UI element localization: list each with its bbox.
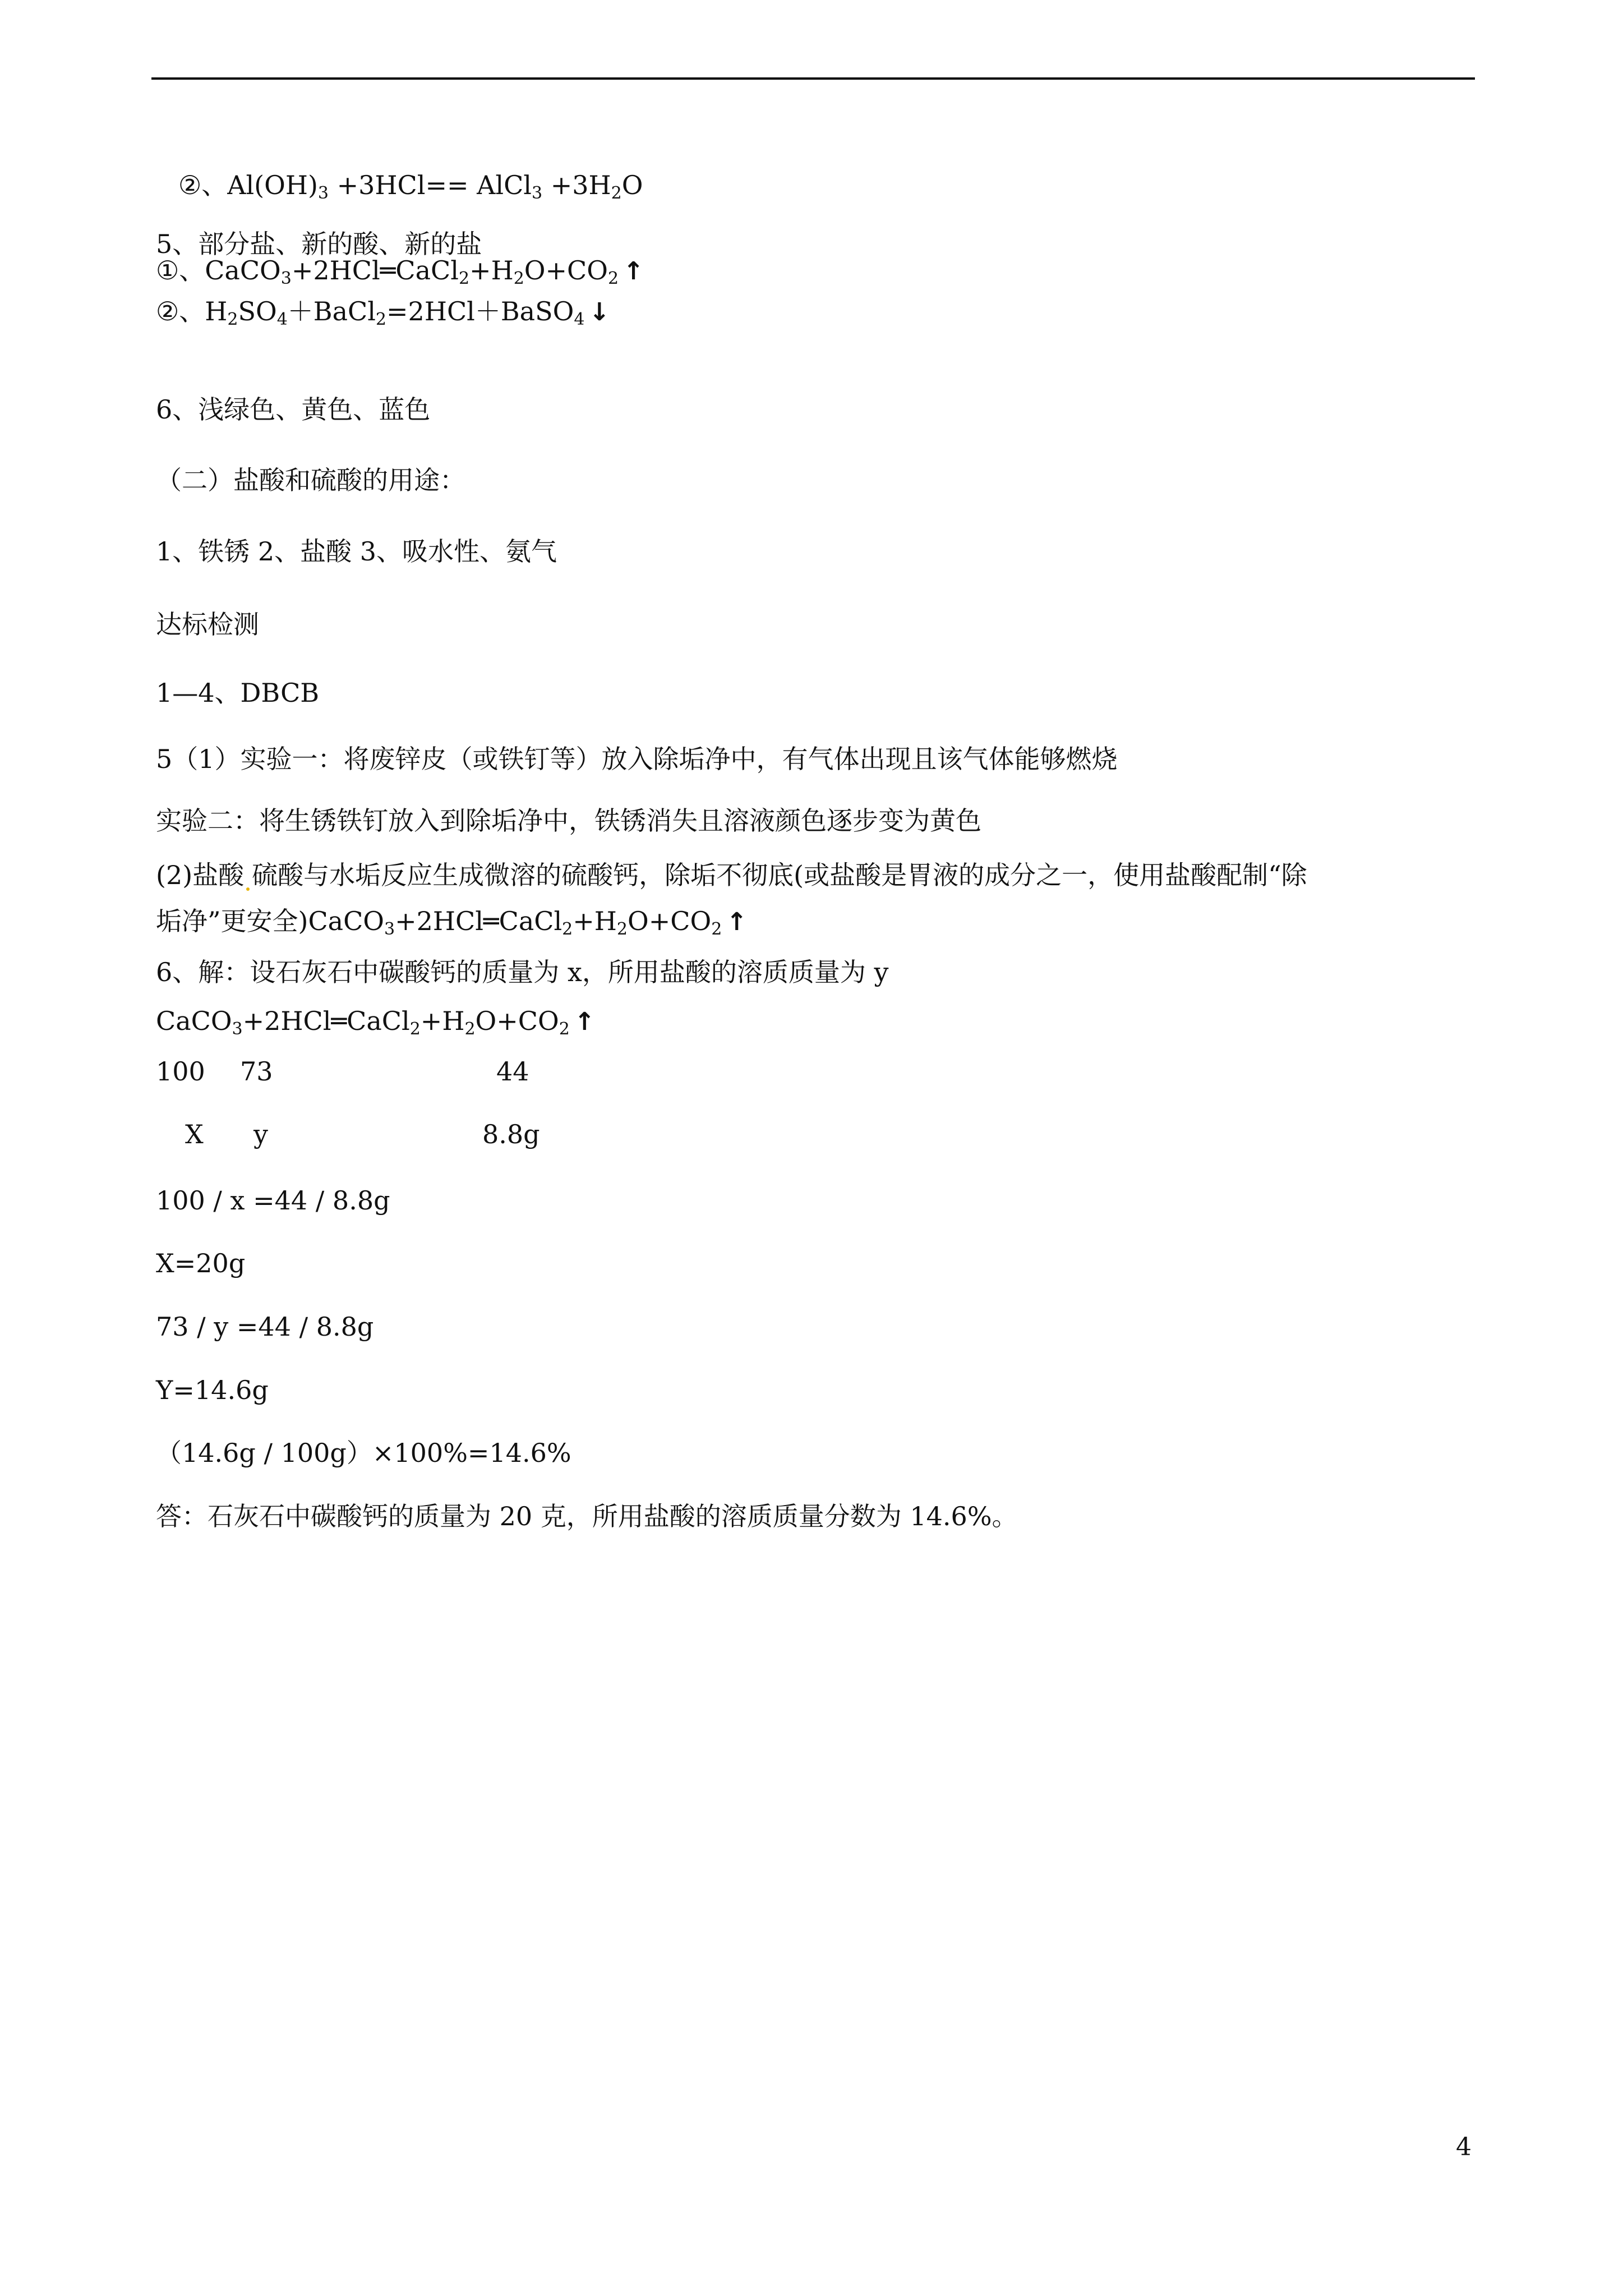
answer-6-equation: $CaCO_3+2HCl═CaCl_2+H_2O+CO_2$ ↑: [156, 1006, 595, 1039]
ratio-caco3-mass: 100: [156, 1056, 205, 1087]
page-number: 4: [1456, 2133, 1472, 2161]
known-co2: 8.8g: [482, 1119, 540, 1149]
answers-1-4: 1—4、DBCB: [156, 678, 320, 708]
mark-dot-icon: [246, 887, 250, 891]
unknown-x: X: [185, 1119, 204, 1149]
equation-h2so4-bacl2: ②、$H_2SO_4+BaCl_2=2HCl+BaSO_4$ ↓: [156, 296, 610, 329]
equation-al-oh3: ②、$Al(OH)_3 +3HCl==$ AlCl$_3$ $+3H_2O$: [178, 170, 643, 203]
percentage-calculation: （14.6g / 100g）×100%=14.6%: [156, 1438, 571, 1468]
uses-answers: 1、铁锈 2、盐酸 3、吸水性、氨气: [156, 536, 557, 567]
final-answer: 答：石灰石中碳酸钙的质量为 20 克，所用盐酸的溶质质量分数为 14.6%。: [156, 1501, 1018, 1531]
ratio-co2-mass: 44: [496, 1056, 529, 1087]
gas-arrow-icon: ↑: [726, 908, 748, 936]
gas-arrow-icon: ↑: [574, 1007, 595, 1036]
item-5-heading: 5、部分盐、新的酸、新的盐: [156, 229, 482, 259]
result-x: X=20g: [156, 1248, 246, 1278]
item-6-colors: 6、浅绿色、黄色、蓝色: [156, 394, 431, 425]
test-heading: 达标检测: [156, 609, 259, 639]
equation-caco3-hcl: ①、$CaCO_3+2HCl═CaCl_2+H_2O+CO_2$ ↑: [156, 255, 644, 288]
proportion-y: 73 / y =44 / 8.8g: [156, 1312, 374, 1342]
proportion-x: 100 / x =44 / 8.8g: [156, 1185, 390, 1216]
header-rule: [151, 77, 1475, 80]
ratio-hcl-mass: 73: [240, 1056, 273, 1087]
unknown-y: y: [253, 1119, 268, 1149]
answer-6-setup: 6、解：设石灰石中碳酸钙的质量为 x，所用盐酸的溶质质量为 y: [156, 957, 889, 987]
section-uses-heading: （二）盐酸和硫酸的用途：: [156, 465, 465, 495]
answer-5-part2-line2: 垢净”更安全)$CaCO_3+2HCl═CaCl_2+H_2O+CO_2$ ↑: [156, 906, 748, 939]
answer-5-part1-exp2: 实验二：将生锈铁钉放入到除垢净中，铁锈消失且溶液颜色逐步变为黄色: [156, 806, 981, 836]
answer-5-part1-exp1: 5（1）实验一：将废锌皮（或铁钉等）放入除垢净中，有气体出现且该气体能够燃烧: [156, 744, 1118, 774]
precipitate-arrow-icon: ↓: [589, 298, 610, 326]
gas-arrow-icon: ↑: [623, 257, 644, 286]
result-y: Y=14.6g: [156, 1375, 269, 1405]
answer-5-part2-line1: (2)盐酸 硫酸与水垢反应生成微溶的硫酸钙，除垢不彻底(或盐酸是胃液的成分之一，使用盐酸配制“除: [156, 860, 1307, 890]
